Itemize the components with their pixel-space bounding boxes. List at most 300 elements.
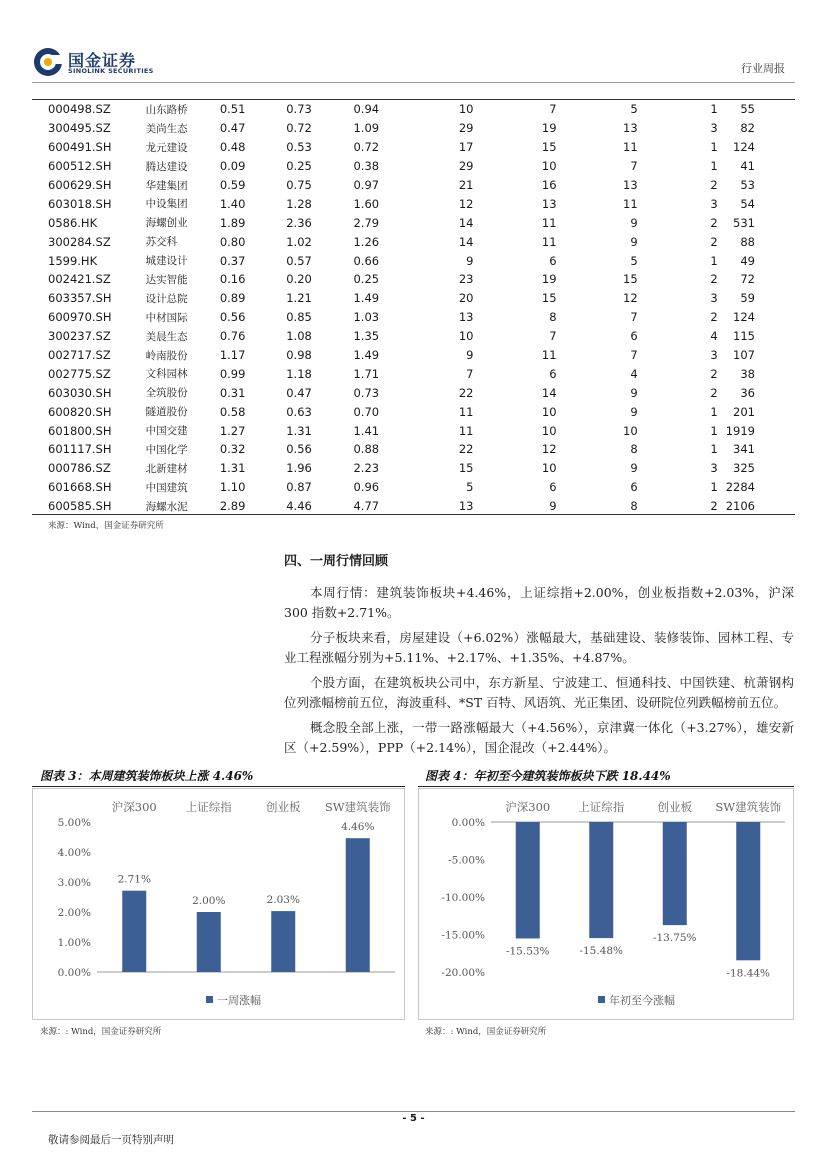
rating-cell: 1 bbox=[710, 140, 718, 155]
rating-cell: 2 bbox=[710, 310, 718, 325]
pe-2017-cell: 7 bbox=[466, 366, 474, 381]
eps-2017-cell: 0.89 bbox=[219, 291, 246, 306]
y-tick-label: 5.00% bbox=[57, 817, 91, 829]
stock-code-cell: 600585.SH bbox=[48, 499, 112, 514]
report-type-label: 行业周报 bbox=[741, 62, 785, 75]
stock-code-cell: 000498.SZ bbox=[48, 102, 111, 117]
eps-2019e-cell: 1.09 bbox=[353, 121, 380, 136]
pe-2018e-cell: 19 bbox=[541, 272, 557, 287]
pe-2019e-cell: 9 bbox=[630, 385, 638, 400]
table-row bbox=[32, 478, 795, 497]
pe-2018e-cell: 14 bbox=[541, 385, 557, 400]
eps-2017-cell: 0.48 bbox=[219, 140, 246, 155]
market-cap-cell: 201 bbox=[733, 404, 755, 419]
paragraph-sub-sectors: 分子板块来看，房屋建设（+6.02%）涨幅最大，基础建设、装修装饰、园林工程、专业工程涨幅分别为+5.11%、+2.17%、+1.35%、+4.87%。 bbox=[284, 630, 794, 665]
data-label: 2.71% bbox=[117, 873, 151, 886]
table-row bbox=[32, 119, 795, 138]
stock-name-cell: 海螺创业 bbox=[145, 217, 188, 230]
stock-name-cell: 美晨生态 bbox=[145, 330, 188, 343]
eps-2017-cell: 1.40 bbox=[219, 196, 246, 211]
eps-2018e-cell: 1.21 bbox=[286, 291, 312, 306]
rating-cell: 2 bbox=[710, 385, 718, 400]
chart3-title: 图表 3：本周建筑装饰板块上涨 4.46% bbox=[40, 769, 254, 783]
stock-name-cell: 城建设计 bbox=[145, 255, 188, 268]
stock-name-cell: 华建集团 bbox=[145, 179, 188, 192]
table-row bbox=[32, 364, 795, 383]
page-number: - 5 - bbox=[402, 1113, 425, 1124]
pe-2017-cell: 22 bbox=[458, 442, 474, 457]
eps-2018e-cell: 0.63 bbox=[286, 404, 312, 419]
chart3-weekly-change bbox=[33, 789, 404, 1019]
pe-2019e-cell: 13 bbox=[623, 178, 638, 192]
data-label: -15.53% bbox=[505, 945, 550, 958]
category-label: 创业板 bbox=[657, 800, 692, 814]
y-tick-label: 3.00% bbox=[57, 877, 91, 889]
pe-2019e-cell: 8 bbox=[630, 442, 638, 457]
logo-chinese-name: 国金证券 bbox=[68, 51, 137, 70]
market-cap-cell: 41 bbox=[740, 159, 755, 174]
eps-2017-cell: 0.32 bbox=[219, 442, 246, 457]
stock-code-cell: 002421.SZ bbox=[48, 272, 111, 287]
stock-code-cell: 000786.SZ bbox=[48, 461, 111, 476]
pe-2017-cell: 23 bbox=[458, 272, 474, 287]
eps-2018e-cell: 0.20 bbox=[286, 272, 312, 287]
pe-2019e-cell: 10 bbox=[623, 423, 638, 438]
paragraph-weekly-market: 本周行情：建筑装饰板块+4.46%，上证综指+2.00%，创业板指数+2.03%，沪深 300 指数+2.71%。 bbox=[284, 585, 794, 620]
legend-label: 年初至今涨幅 bbox=[609, 994, 675, 1007]
section-title: 四、一周行情回顾 bbox=[284, 554, 389, 569]
eps-2017-cell: 1.10 bbox=[219, 480, 246, 495]
bar bbox=[589, 822, 613, 938]
table-row bbox=[32, 157, 795, 176]
pe-2018e-cell: 11 bbox=[541, 215, 557, 230]
pe-2019e-cell: 11 bbox=[623, 140, 638, 155]
market-cap-cell: 531 bbox=[733, 215, 755, 230]
eps-2018e-cell: 0.56 bbox=[286, 442, 312, 457]
pe-2018e-cell: 15 bbox=[541, 291, 557, 306]
bar bbox=[197, 912, 221, 972]
rating-cell: 1 bbox=[710, 442, 718, 457]
rating-cell: 2 bbox=[710, 272, 718, 287]
eps-2017-cell: 0.99 bbox=[219, 366, 246, 381]
eps-2018e-cell: 0.47 bbox=[286, 385, 312, 400]
pe-2019e-cell: 7 bbox=[630, 159, 638, 174]
pe-2017-cell: 29 bbox=[458, 121, 474, 136]
data-label: -13.75% bbox=[652, 932, 697, 945]
chart4-frame bbox=[418, 788, 794, 1020]
pe-2017-cell: 12 bbox=[458, 196, 474, 211]
stock-code-cell: 1599.HK bbox=[48, 253, 98, 268]
eps-2019e-cell: 0.38 bbox=[353, 159, 380, 174]
rating-cell: 1 bbox=[710, 253, 718, 268]
stock-code-cell: 601800.SH bbox=[48, 423, 112, 438]
eps-2019e-cell: 2.79 bbox=[353, 215, 380, 230]
stock-code-cell: 002717.SZ bbox=[48, 348, 111, 363]
table-row bbox=[32, 327, 795, 346]
eps-2018e-cell: 0.85 bbox=[286, 310, 312, 325]
paragraph-individual-stocks: 个股方面，在建筑板块公司中，东方新星、宁波建工、恒通科技、中国铁建、杭萧钢构位列涨幅榜前五位，海波重科、*ST 百特、风语筑、光正集团、设研院位列跌幅榜前五位。 bbox=[284, 675, 794, 710]
table-row bbox=[32, 100, 795, 119]
pe-2019e-cell: 12 bbox=[623, 291, 638, 306]
y-tick-label: -10.00% bbox=[441, 892, 485, 904]
pe-2018e-cell: 10 bbox=[541, 404, 557, 419]
pe-2017-cell: 11 bbox=[458, 423, 474, 438]
pe-2017-cell: 15 bbox=[458, 461, 474, 476]
market-cap-cell: 107 bbox=[733, 348, 755, 363]
market-cap-cell: 124 bbox=[733, 140, 755, 155]
y-tick-label: 0.00% bbox=[451, 817, 485, 829]
table-row bbox=[32, 308, 795, 327]
stock-code-cell: 603018.SH bbox=[48, 196, 112, 211]
table-row bbox=[32, 440, 795, 459]
eps-2017-cell: 0.51 bbox=[219, 102, 246, 117]
eps-2018e-cell: 0.87 bbox=[286, 480, 312, 495]
category-label: 沪深300 bbox=[111, 800, 157, 814]
data-label: -15.48% bbox=[579, 945, 624, 958]
eps-2018e-cell: 1.96 bbox=[286, 461, 312, 476]
pe-2019e-cell: 4 bbox=[630, 366, 638, 381]
y-tick-label: 2.00% bbox=[57, 907, 91, 919]
legend-swatch bbox=[598, 996, 605, 1003]
eps-2018e-cell: 0.75 bbox=[286, 178, 312, 192]
market-cap-cell: 36 bbox=[740, 385, 755, 400]
stock-code-cell: 603030.SH bbox=[48, 385, 112, 400]
pe-2018e-cell: 7 bbox=[549, 102, 557, 117]
pe-2018e-cell: 13 bbox=[541, 196, 557, 211]
stock-code-cell: 300237.SZ bbox=[48, 329, 111, 344]
pe-2018e-cell: 8 bbox=[549, 310, 557, 325]
eps-2019e-cell: 0.66 bbox=[353, 253, 380, 268]
market-cap-cell: 341 bbox=[733, 442, 755, 457]
table-row bbox=[32, 138, 795, 157]
pe-2019e-cell: 7 bbox=[630, 348, 638, 363]
pe-2017-cell: 14 bbox=[458, 215, 474, 230]
eps-2019e-cell: 4.77 bbox=[353, 499, 380, 514]
rating-cell: 2 bbox=[710, 234, 718, 249]
pe-2017-cell: 5 bbox=[466, 480, 474, 495]
market-cap-cell: 49 bbox=[740, 253, 755, 268]
eps-2017-cell: 1.31 bbox=[219, 461, 246, 476]
stock-code-cell: 300284.SZ bbox=[48, 234, 111, 249]
eps-2019e-cell: 0.94 bbox=[353, 102, 380, 117]
pe-2019e-cell: 8 bbox=[630, 499, 638, 514]
eps-2017-cell: 0.58 bbox=[219, 404, 246, 419]
stock-name-cell: 北新建材 bbox=[145, 462, 188, 475]
pe-2017-cell: 13 bbox=[458, 310, 474, 325]
pe-2018e-cell: 16 bbox=[541, 178, 557, 192]
eps-2019e-cell: 0.73 bbox=[353, 385, 380, 400]
y-tick-label: -15.00% bbox=[441, 929, 485, 942]
pe-2019e-cell: 6 bbox=[630, 329, 638, 344]
stock-name-cell: 中国交建 bbox=[145, 425, 188, 438]
logo-english-name: SINOLINK SECURITIES bbox=[68, 67, 154, 75]
footer-disclaimer: 敬请参阅最后一页特别声明 bbox=[48, 1134, 174, 1146]
stock-code-cell: 300495.SZ bbox=[48, 121, 111, 136]
stock-name-cell: 美尚生态 bbox=[145, 122, 188, 135]
stock-name-cell: 全筑股份 bbox=[145, 387, 188, 400]
eps-2019e-cell: 0.70 bbox=[353, 404, 380, 419]
data-label: 2.03% bbox=[266, 894, 300, 907]
paragraph-concept-stocks: 概念股全部上涨，一带一路涨幅最大（+4.56%），京津冀一体化（+3.27%），雄安新区（+2.59%），PPP（+2.14%），国企混改（+2.44%）。 bbox=[284, 720, 794, 755]
rating-cell: 1 bbox=[710, 404, 718, 419]
stock-name-cell: 设计总院 bbox=[145, 292, 188, 305]
table-row bbox=[32, 383, 795, 402]
eps-2018e-cell: 0.53 bbox=[286, 140, 312, 155]
pe-2018e-cell: 19 bbox=[541, 121, 557, 136]
eps-2018e-cell: 0.72 bbox=[286, 121, 312, 136]
bar bbox=[736, 822, 760, 960]
eps-2017-cell: 0.09 bbox=[219, 159, 246, 174]
stock-code-cell: 600629.SH bbox=[48, 178, 112, 192]
table-row bbox=[32, 176, 795, 195]
market-cap-cell: 59 bbox=[740, 291, 755, 306]
bar bbox=[271, 911, 295, 972]
market-cap-cell: 115 bbox=[733, 329, 755, 344]
stock-code-cell: 603357.SH bbox=[48, 291, 112, 306]
table-row bbox=[32, 213, 795, 232]
table-row bbox=[32, 421, 795, 440]
section-body bbox=[284, 583, 794, 757]
pe-2019e-cell: 9 bbox=[630, 215, 638, 230]
stock-code-cell: 601117.SH bbox=[48, 442, 112, 457]
eps-2018e-cell: 1.08 bbox=[286, 329, 312, 344]
market-cap-cell: 325 bbox=[733, 461, 755, 476]
stock-code-cell: 0586.HK bbox=[48, 215, 98, 230]
pe-2018e-cell: 12 bbox=[541, 442, 557, 457]
pe-2019e-cell: 9 bbox=[630, 234, 638, 249]
bar bbox=[663, 822, 687, 925]
data-label: -18.44% bbox=[726, 967, 771, 980]
stock-code-cell: 601668.SH bbox=[48, 480, 112, 495]
table-row bbox=[32, 289, 795, 308]
eps-2017-cell: 0.76 bbox=[219, 329, 246, 344]
chart4-ytd-change bbox=[419, 789, 793, 1019]
stock-name-cell: 中国化学 bbox=[145, 443, 188, 456]
pe-2017-cell: 13 bbox=[458, 499, 474, 514]
market-cap-cell: 72 bbox=[740, 272, 755, 287]
pe-2018e-cell: 15 bbox=[541, 140, 557, 155]
y-tick-label: -20.00% bbox=[441, 967, 485, 979]
eps-2019e-cell: 2.23 bbox=[353, 461, 380, 476]
eps-2017-cell: 1.17 bbox=[219, 348, 246, 363]
stock-name-cell: 苏交科 bbox=[145, 236, 178, 249]
pe-2019e-cell: 13 bbox=[623, 121, 638, 136]
market-cap-cell: 38 bbox=[740, 366, 755, 381]
rating-cell: 3 bbox=[710, 291, 718, 306]
y-tick-label: 4.00% bbox=[57, 847, 91, 859]
header-divider bbox=[32, 82, 795, 83]
eps-2019e-cell: 1.41 bbox=[353, 423, 380, 438]
pe-2017-cell: 17 bbox=[458, 140, 474, 155]
stock-name-cell: 文科园林 bbox=[145, 368, 188, 381]
stock-name-cell: 达实智能 bbox=[145, 273, 188, 286]
data-label: 4.46% bbox=[341, 821, 375, 834]
footer-divider bbox=[32, 1111, 795, 1112]
eps-2018e-cell: 2.36 bbox=[286, 215, 312, 230]
pe-2019e-cell: 6 bbox=[630, 480, 638, 495]
data-label: 2.00% bbox=[192, 895, 226, 907]
market-cap-cell: 82 bbox=[740, 121, 755, 136]
pe-2017-cell: 14 bbox=[458, 234, 474, 249]
eps-2018e-cell: 1.31 bbox=[286, 423, 312, 438]
eps-2019e-cell: 1.71 bbox=[353, 366, 380, 381]
eps-2017-cell: 1.27 bbox=[219, 423, 246, 438]
eps-2018e-cell: 1.18 bbox=[286, 366, 312, 381]
table-row bbox=[32, 459, 795, 478]
pe-2017-cell: 10 bbox=[458, 329, 474, 344]
eps-2017-cell: 2.89 bbox=[219, 499, 246, 514]
pe-2017-cell: 21 bbox=[458, 178, 474, 192]
eps-2018e-cell: 0.57 bbox=[286, 253, 312, 268]
pe-2017-cell: 9 bbox=[466, 348, 474, 363]
eps-2018e-cell: 1.02 bbox=[286, 234, 312, 249]
eps-2019e-cell: 0.25 bbox=[353, 272, 380, 287]
rating-cell: 4 bbox=[710, 329, 718, 344]
pe-2019e-cell: 5 bbox=[630, 253, 638, 268]
chart4-title: 图表 4：年初至今建筑装饰板块下跌 18.44% bbox=[425, 769, 671, 783]
pe-2019e-cell: 9 bbox=[630, 404, 638, 419]
table-row bbox=[32, 402, 795, 421]
y-tick-label: 0.00% bbox=[57, 967, 91, 979]
eps-2018e-cell: 0.73 bbox=[286, 102, 312, 117]
rating-cell: 2 bbox=[710, 215, 718, 230]
stock-name-cell: 中材国际 bbox=[145, 311, 188, 324]
bar bbox=[516, 822, 540, 938]
bar bbox=[346, 838, 370, 972]
stock-code-cell: 002775.SZ bbox=[48, 366, 111, 381]
stock-code-cell: 600512.SH bbox=[48, 159, 112, 174]
pe-2017-cell: 9 bbox=[466, 253, 474, 268]
eps-2018e-cell: 0.25 bbox=[286, 159, 312, 174]
pe-2019e-cell: 9 bbox=[630, 461, 638, 476]
market-cap-cell: 2106 bbox=[725, 499, 755, 514]
pe-2019e-cell: 15 bbox=[623, 272, 638, 287]
eps-2019e-cell: 1.49 bbox=[353, 348, 380, 363]
table-bottom-rule bbox=[32, 514, 795, 515]
y-tick-label: -5.00% bbox=[448, 854, 485, 867]
chart3-frame bbox=[32, 788, 405, 1020]
pe-2018e-cell: 6 bbox=[549, 366, 557, 381]
pe-2017-cell: 22 bbox=[458, 385, 474, 400]
stock-name-cell: 海螺水泥 bbox=[145, 500, 188, 513]
market-cap-cell: 88 bbox=[740, 234, 755, 249]
rating-cell: 3 bbox=[710, 196, 718, 211]
market-cap-cell: 2284 bbox=[725, 480, 755, 495]
market-cap-cell: 124 bbox=[733, 310, 755, 325]
rating-cell: 3 bbox=[710, 461, 718, 476]
category-label: 沪深300 bbox=[505, 800, 551, 814]
pe-2017-cell: 11 bbox=[458, 404, 474, 419]
rating-cell: 3 bbox=[710, 348, 718, 363]
stock-name-cell: 隧道股份 bbox=[145, 406, 188, 419]
stock-code-cell: 600970.SH bbox=[48, 310, 112, 325]
stock-name-cell: 腾达建设 bbox=[145, 160, 188, 173]
stock-name-cell: 中设集团 bbox=[145, 198, 188, 211]
stock-forecast-table bbox=[32, 100, 795, 516]
table-source-note: 来源：Wind，国金证券研究所 bbox=[48, 521, 164, 531]
pe-2018e-cell: 6 bbox=[549, 253, 557, 268]
market-cap-cell: 55 bbox=[740, 102, 755, 117]
category-label: 创业板 bbox=[266, 800, 301, 814]
bar bbox=[122, 891, 146, 972]
rating-cell: 2 bbox=[710, 178, 718, 192]
rating-cell: 3 bbox=[710, 121, 718, 136]
market-cap-cell: 54 bbox=[740, 196, 755, 211]
table-row bbox=[32, 232, 795, 251]
stock-code-cell: 600820.SH bbox=[48, 404, 112, 419]
rating-cell: 2 bbox=[710, 499, 718, 514]
rating-cell: 1 bbox=[710, 423, 718, 438]
eps-2019e-cell: 1.35 bbox=[353, 329, 380, 344]
table-row bbox=[32, 194, 795, 213]
rating-cell: 2 bbox=[710, 366, 718, 381]
eps-2019e-cell: 0.88 bbox=[353, 442, 380, 457]
pe-2018e-cell: 9 bbox=[549, 499, 557, 514]
legend-label: 一周涨幅 bbox=[217, 994, 261, 1007]
market-cap-cell: 1919 bbox=[725, 423, 755, 438]
rating-cell: 1 bbox=[710, 159, 718, 174]
eps-2017-cell: 0.56 bbox=[219, 310, 246, 325]
chart4-source-note: 来源：: Wind，国金证券研究所 bbox=[425, 1027, 547, 1037]
stock-code-cell: 600491.SH bbox=[48, 140, 112, 155]
stock-name-cell: 中国建筑 bbox=[145, 481, 188, 494]
table-row bbox=[32, 346, 795, 365]
rating-cell: 1 bbox=[710, 480, 718, 495]
pe-2018e-cell: 10 bbox=[541, 461, 557, 476]
category-label: SW建筑装饰 bbox=[715, 800, 782, 814]
stock-name-cell: 山东路桥 bbox=[145, 103, 188, 116]
eps-2019e-cell: 0.72 bbox=[353, 140, 380, 155]
stock-name-cell: 岭南股份 bbox=[145, 349, 188, 362]
chart3-title-rule bbox=[32, 786, 405, 787]
category-label: 上证综指 bbox=[185, 800, 232, 814]
pe-2019e-cell: 11 bbox=[623, 196, 638, 211]
chart3-source-note: 来源：: Wind，国金证券研究所 bbox=[40, 1027, 162, 1037]
eps-2017-cell: 0.59 bbox=[219, 178, 246, 192]
pe-2018e-cell: 11 bbox=[541, 348, 557, 363]
category-label: SW建筑装饰 bbox=[324, 800, 391, 814]
y-tick-label: 1.00% bbox=[57, 937, 91, 949]
chart4-title-rule bbox=[418, 786, 794, 787]
eps-2019e-cell: 0.96 bbox=[353, 480, 380, 495]
eps-2019e-cell: 1.03 bbox=[353, 310, 380, 325]
pe-2018e-cell: 11 bbox=[541, 234, 557, 249]
pe-2018e-cell: 7 bbox=[549, 329, 557, 344]
category-label: 上证综指 bbox=[578, 800, 625, 814]
table-row bbox=[32, 251, 795, 270]
eps-2019e-cell: 0.97 bbox=[353, 178, 380, 192]
pe-2018e-cell: 10 bbox=[541, 423, 557, 438]
pe-2017-cell: 20 bbox=[458, 291, 474, 306]
eps-2018e-cell: 1.28 bbox=[286, 196, 312, 211]
eps-2018e-cell: 0.98 bbox=[286, 348, 312, 363]
pe-2018e-cell: 10 bbox=[541, 159, 557, 174]
pe-2019e-cell: 5 bbox=[630, 102, 638, 117]
pe-2017-cell: 10 bbox=[458, 102, 474, 117]
eps-2019e-cell: 1.60 bbox=[353, 196, 380, 211]
stock-name-cell: 龙元建设 bbox=[145, 141, 188, 154]
legend-swatch bbox=[206, 996, 213, 1003]
eps-2017-cell: 0.47 bbox=[219, 121, 246, 136]
pe-2018e-cell: 6 bbox=[549, 480, 557, 495]
eps-2018e-cell: 4.46 bbox=[286, 499, 312, 514]
eps-2017-cell: 0.80 bbox=[219, 234, 246, 249]
eps-2017-cell: 0.31 bbox=[219, 385, 246, 400]
eps-2017-cell: 1.89 bbox=[219, 215, 246, 230]
eps-2019e-cell: 1.26 bbox=[353, 234, 380, 249]
table-row bbox=[32, 270, 795, 289]
market-cap-cell: 53 bbox=[740, 178, 755, 192]
